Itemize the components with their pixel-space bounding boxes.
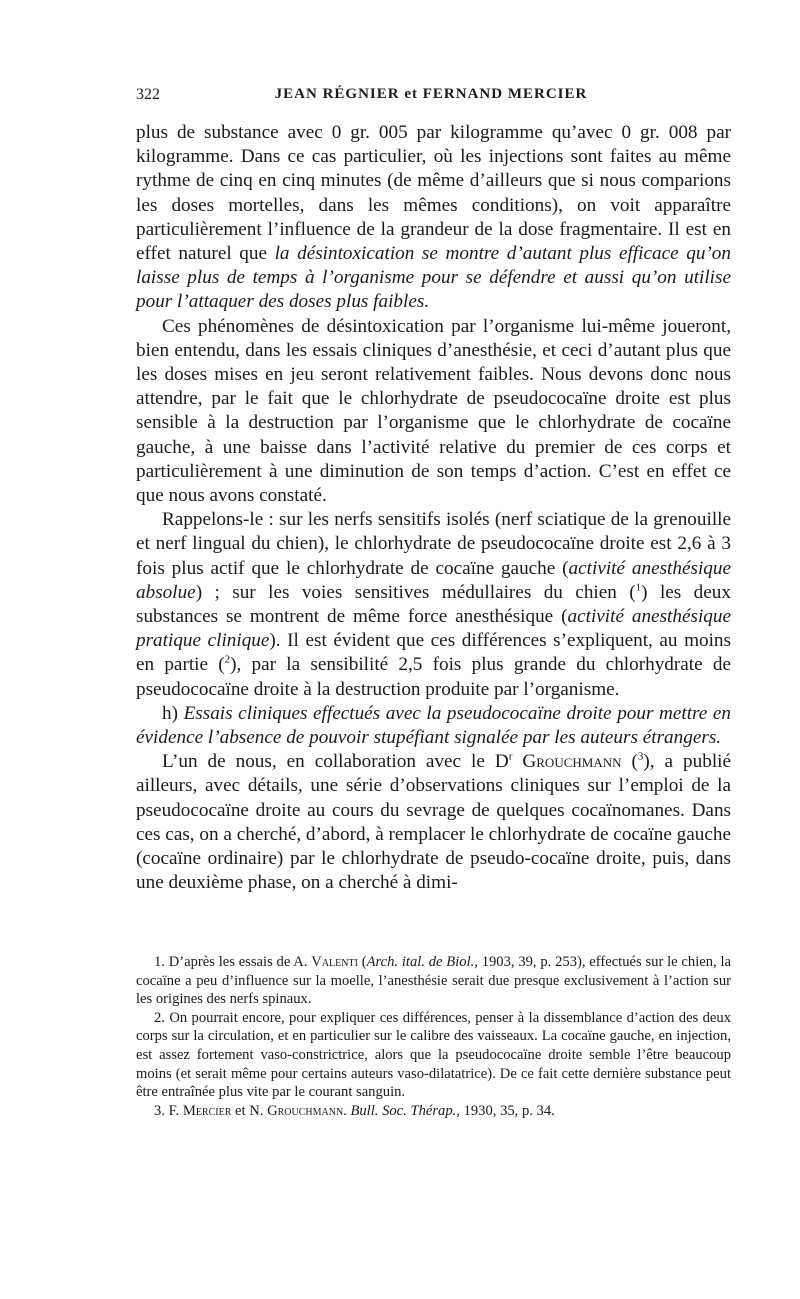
italic-span: la désintoxication se montre d’autant plus efficace qu’on laisse plus de temps à l’organisme pour se défendre et aussi qu’on utilise pour l’attaquer des doses plus faibles. [136, 243, 731, 313]
text-span: , 1930, 35, p. 34. [456, 1102, 555, 1119]
text-span: ( [621, 751, 638, 773]
paragraph-3 [136, 508, 731, 702]
page-header [136, 86, 726, 114]
text-span: ), a publié ailleurs, avec détails, une série d’observations cliniques sur l’emploi de la pseudococaïne droite au cours du sevrage de quelques cocaïnomanes. Dans ces cas, on a cherché, d’abord, à remplacer le chlorhydrate de cocaïne gauche (cocaïne ordinaire) par le chlorhydrate de pseudo-cocaïne droite, puis, dans une deuxième phase, on a cherché à dimi- [136, 751, 732, 894]
footnote-ref-3: 3 [637, 750, 644, 763]
text-span: 1. D’après les essais de A. [154, 954, 312, 970]
footnote-3 [136, 1102, 731, 1121]
text-span: . [343, 1102, 351, 1119]
italic-span: activité anesthésique pratique clinique [136, 606, 731, 652]
section-title: Essais cliniques effectués avec la pseudococaïne droite pour mettre en évidence l’absence de pouvoir stupéfiant signalée par les auteurs étrangers. [136, 702, 732, 749]
running-head: JEAN RÉGNIER et FERNAND MERCIER [274, 86, 588, 102]
text-span: ), par la sensibilité 2,5 fois plus grande du chlorhydrate de pseudococaïne droite à la destruction produite par l’organisme. [136, 654, 731, 700]
author-name: Mercier [182, 1102, 232, 1119]
text-span: ( [357, 954, 367, 970]
text-span: ) les deux substances se montrent de même force anesthésique ( [136, 581, 731, 628]
section-letter: h) [162, 702, 184, 724]
superscript: r [508, 750, 513, 763]
text-span: L’un de nous, en collaboration avec le D [162, 751, 509, 773]
footnotes [136, 953, 731, 1120]
text-span: ). Il est évident que ces différences s’expliquent, au moins en partie ( [136, 630, 731, 676]
text-span: Rappelons-le : sur les nerfs sensitifs isolés (nerf sciatique de la grenouille et nerf lingual du chien), le chlorhydrate de pseudococaïne droite est 2,6 à 3 fois plus actif que le chlorhydrate de cocaïne gauche ( [136, 509, 731, 579]
italic-span: activité anesthésique absolue [136, 557, 731, 603]
author-name: Grouchmann [522, 751, 622, 773]
author-name: Grouchmann [267, 1102, 344, 1119]
section-heading-h [136, 702, 731, 750]
text-span: 3. F. [154, 1102, 183, 1119]
footnote-ref-2: 2 [224, 654, 231, 667]
paragraph-5 [136, 750, 731, 895]
journal-name: Bull. Soc. Thérap. [350, 1102, 457, 1119]
body-text [136, 121, 731, 896]
footnote-2: 2. On pourrait encore, pour expliquer ces différences, penser à la dissemblance d’action des deux corps sur la circulation, et en particulier sur le calibre des vaisseaux. La cocaïne gauche, en injection, est assez fortement vaso-constrictrice, alors que la pseudococaïne droite semble l’être beaucoup moins (et serait même pour certains auteurs vaso-dilatatrice). De ce fait cette dernière substance peut être entraînée plus vite par le courant sanguin. [136, 1009, 731, 1101]
text-span: ) ; sur les voies sensitives médullaires du chien ( [195, 581, 636, 603]
footnote-ref-1: 1 [635, 581, 642, 594]
text-span: plus de substance avec 0 gr. 005 par kilogramme qu’avec 0 gr. 008 par kilogramme. Dans ce cas particulier, où les injections sont faites au même rythme de cinq en cinq minutes (de même d’ailleurs que si nous comparions les doses mortelles, dans les mêmes conditions), on voit apparaître particulièrement l’influence de la grandeur de la dose fragmentaire. Il est en effet naturel que [136, 122, 731, 265]
text-span: et N. [231, 1102, 268, 1119]
page-number: 322 [136, 86, 160, 103]
paragraph-1 [136, 121, 731, 315]
journal-name: Arch. ital. de Biol. [366, 954, 475, 970]
paragraph-2: Ces phénomènes de désintoxication par l’organisme lui-même joueront, bien entendu, dans les essais cliniques d’anesthésie, et ceci d’autant plus que les doses mises en jeu seront relativement faibles. Nous devons donc nous attendre, par le fait que le chlorhydrate de pseudococaïne droite est plus sensible à la destruction par l’organisme que le chlorhydrate de cocaïne gauche, à une baisse dans l’activité relative du premier de ces corps et particulièrement à une diminution de son temps d’action. C’est en effet ce que nous avons constaté. [136, 315, 731, 507]
footnote-1 [136, 953, 731, 1009]
text-span: , 1903, 39, p. 253), effectués sur le chien, la cocaïne a peu d’influence sur la moelle, l’anesthésie serait due presque exclusivement à l’action sur les origines des nerfs spinaux. [136, 954, 731, 1008]
author-name: Valenti [311, 954, 358, 970]
